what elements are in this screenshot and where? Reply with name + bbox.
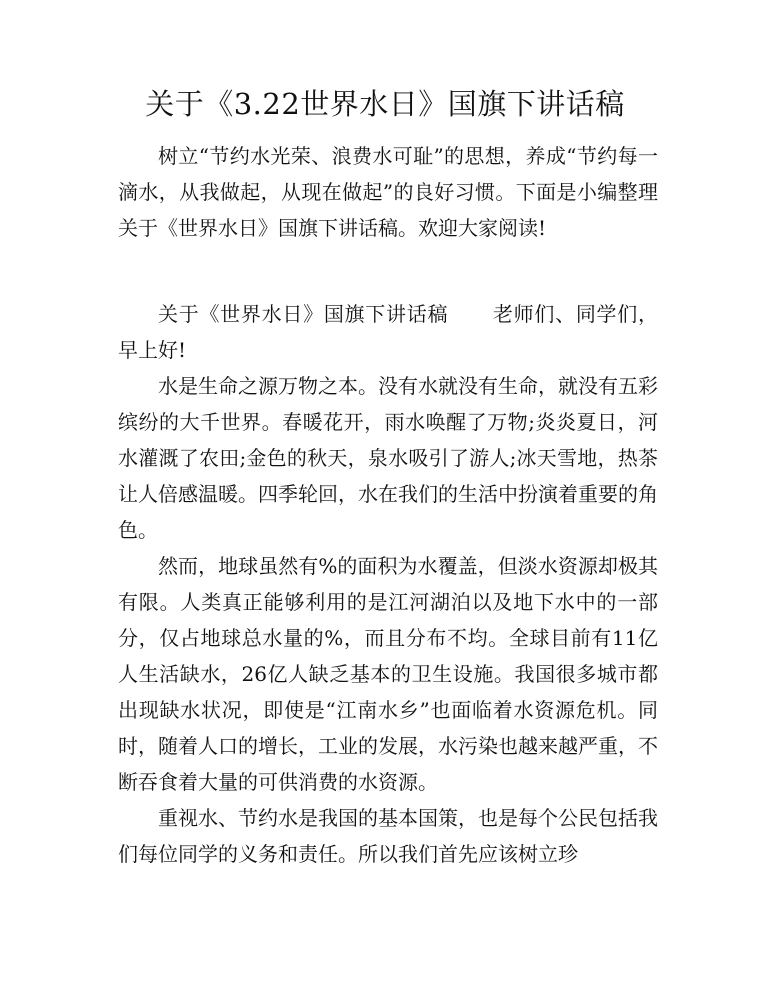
body-paragraph-3: 重视水、节约水是我国的基本国策，也是每个公民包括我们每位同学的义务和责任。所以我们首先应该树立珍	[118, 806, 658, 866]
speech-opening	[118, 296, 658, 368]
body-paragraph-1: 水是生命之源万物之本。没有水就没有生命，就没有五彩缤纷的大千世界。春暖花开，雨水唤醒了万物;炎炎夏日，河水灌溉了农田;金色的秋天，泉水吸引了游人;冰天雪地，热茶让人倍感温暖。四季轮回，水在我们的生活中扮演着重要的角色。	[118, 374, 658, 542]
document-title: 关于《3.22世界水日》国旗下讲话稿	[145, 87, 625, 121]
greeting: 老师们、同学们，早上好!	[118, 302, 659, 362]
intro-paragraph: 树立“节约水光荣、浪费水可耻”的思想，养成“节约每一滴水，从我做起，从现在做起”的良好习惯。下面是小编整理关于《世界水日》国旗下讲话稿。欢迎大家阅读!	[118, 144, 658, 240]
speech-heading: 关于《世界水日》国旗下讲话稿	[158, 302, 449, 326]
body-paragraph-2: 然而，地球虽然有%的面积为水覆盖，但淡水资源却极其有限。人类真正能够利用的是江河湖泊以及地下水中的一部分，仅占地球总水量的%，而且分布不均。全球目前有11亿人生活缺水，26亿人缺乏基本的卫生设施。我国很多城市都出现缺水状况，即使是“江南水乡”也面临着水资源危机。同时，随着人口的增长，工业的发展，水污染也越来越严重，不断吞食着大量的可供消费的水资源。	[118, 554, 658, 794]
document-body	[118, 138, 658, 872]
paragraph-gap	[118, 246, 658, 296]
